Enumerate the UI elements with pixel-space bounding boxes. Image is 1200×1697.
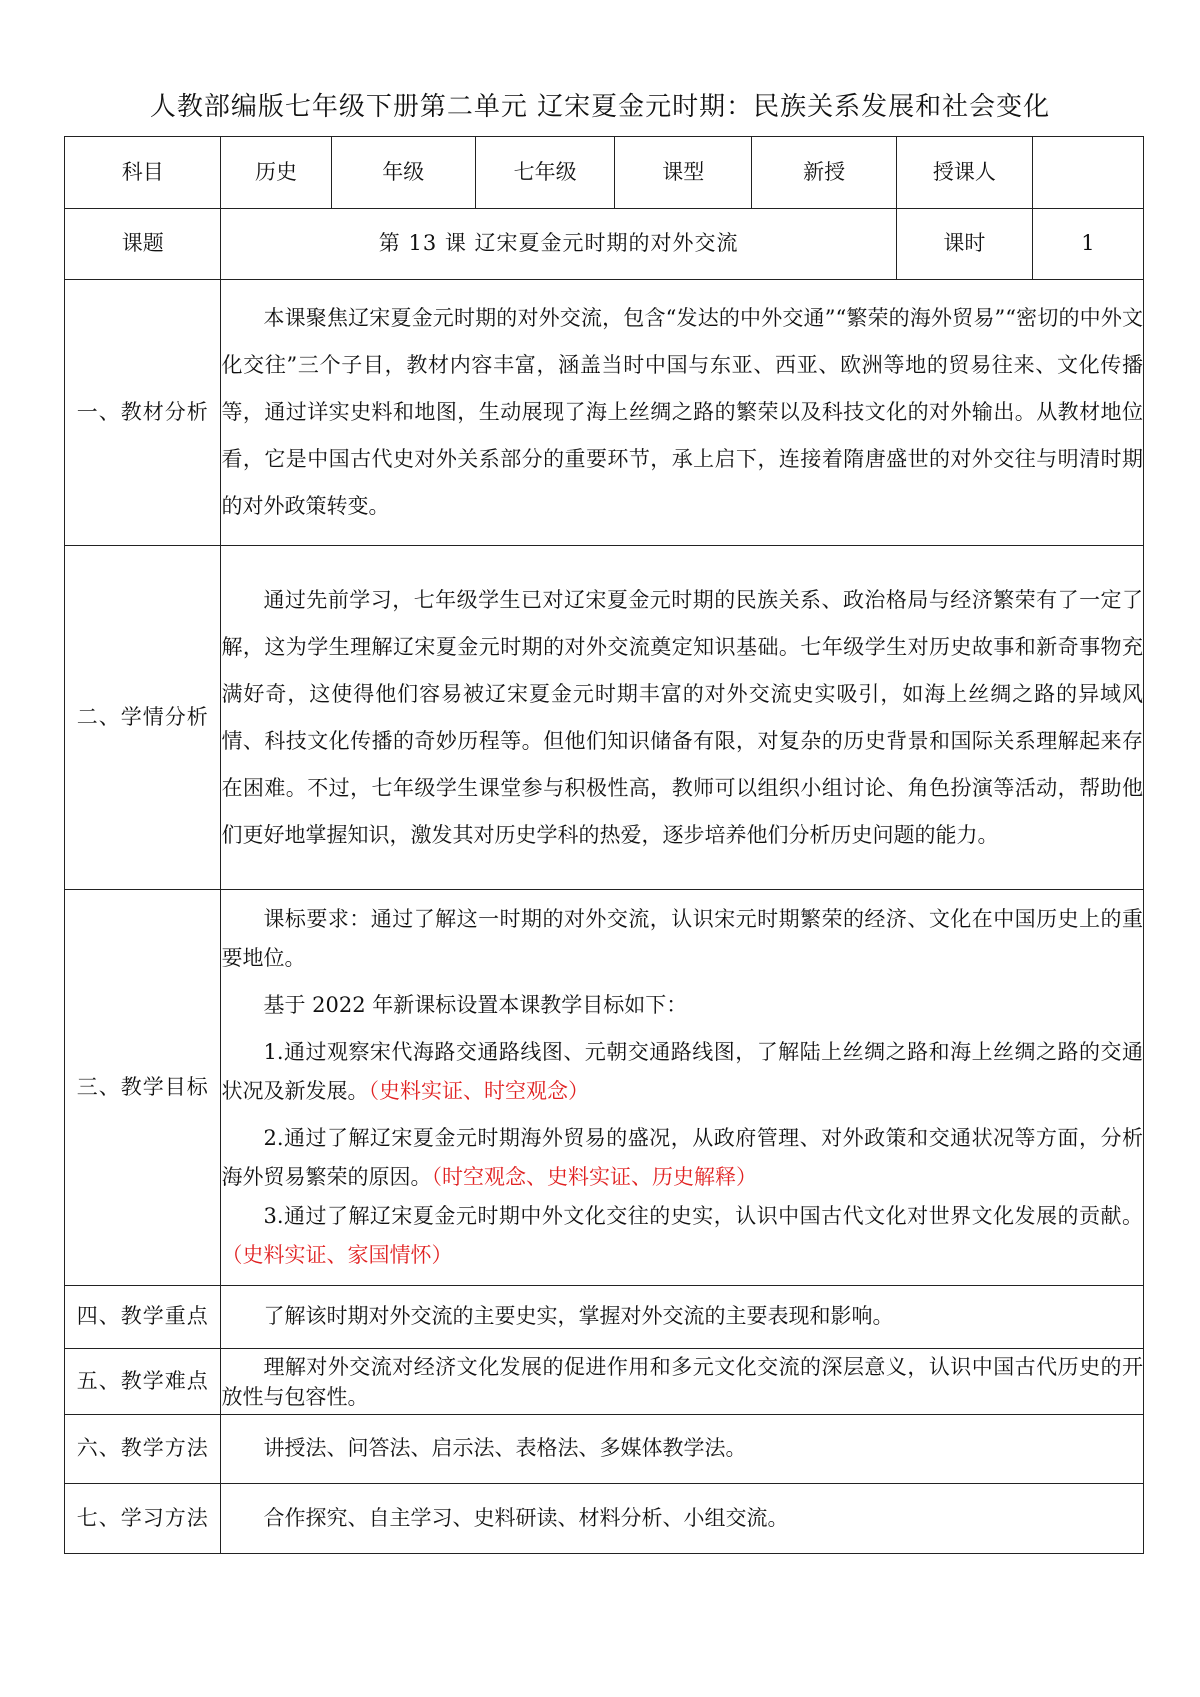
header-row bbox=[65, 137, 1144, 209]
difficulties-content bbox=[221, 1349, 1144, 1415]
difficulties-row bbox=[65, 1349, 1144, 1415]
learning-methods-text: 合作探究、自主学习、史料研读、材料分析、小组交流。 bbox=[263, 1505, 789, 1530]
student-analysis-label: 二、学情分析 bbox=[65, 546, 221, 890]
objective-text: 1.通过观察宋代海路交通路线图、元朝交通路线图，了解陆上丝绸之路和海上丝绸之路的交通状况及新发展。 bbox=[221, 1040, 1143, 1103]
textbook-analysis-label: 一、教材分析 bbox=[65, 280, 221, 546]
objective-text: 2.通过了解辽宋夏金元时期海外贸易的盛况，从政府管理、对外政策和交通状况等方面，分析海外贸易繁荣的原因。 bbox=[221, 1126, 1143, 1189]
document-title: 人教部编版七年级下册第二单元 辽宋夏金元时期：民族关系发展和社会变化 bbox=[149, 92, 1051, 122]
lesson-plan-table bbox=[64, 136, 1144, 1554]
topic-label: 课题 bbox=[65, 209, 221, 280]
objective-text: 3.通过了解辽宋夏金元时期中外文化交往的史实，认识中国古代文化对世界文化发展的贡献。 bbox=[263, 1204, 1143, 1228]
class-hours-label: 课时 bbox=[896, 209, 1032, 280]
difficulties-text: 理解对外交流对经济文化发展的促进作用和多元文化交流的深层意义，认识中国古代历史的开放性与包容性。 bbox=[221, 1354, 1143, 1409]
grade-value: 七年级 bbox=[476, 137, 615, 209]
student-analysis-row bbox=[65, 546, 1144, 890]
key-points-text: 了解该时期对外交流的主要史实，掌握对外交流的主要表现和影响。 bbox=[263, 1304, 894, 1329]
key-points-row bbox=[65, 1286, 1144, 1349]
teaching-objectives-content bbox=[221, 890, 1144, 1286]
lesson-title: 第 13 课 辽宋夏金元时期的对外交流 bbox=[221, 209, 896, 280]
teacher-label: 授课人 bbox=[896, 137, 1032, 209]
teaching-methods-content bbox=[221, 1415, 1144, 1484]
topic-row bbox=[65, 209, 1144, 280]
learning-methods-content bbox=[221, 1484, 1144, 1554]
textbook-analysis-row bbox=[65, 280, 1144, 546]
teaching-methods-text: 讲授法、问答法、启示法、表格法、多媒体教学法。 bbox=[263, 1436, 747, 1461]
subject-label: 科目 bbox=[65, 137, 221, 209]
student-analysis-content bbox=[221, 546, 1144, 890]
key-points-label: 四、教学重点 bbox=[65, 1286, 221, 1349]
textbook-analysis-text: 本课聚焦辽宋夏金元时期的对外交流，包含“发达的中外交通”“繁荣的海外贸易”“密切的中外文化交往”三个子目，教材内容丰富，涵盖当时中国与东亚、西亚、欧洲等地的贸易往来、文化传播等，通过详实史料和地图，生动展现了海上丝绸之路的繁荣以及科技文化的对外输出。从教材地位看，它是中国古代史对外关系部分的重要环节，承上启下，连接着隋唐盛世的对外交往与明清时期的对外政策转变。 bbox=[221, 306, 1143, 518]
student-analysis-text: 通过先前学习，七年级学生已对辽宋夏金元时期的民族关系、政治格局与经济繁荣有了一定了解，这为学生理解辽宋夏金元时期的对外交流奠定知识基础。七年级学生对历史故事和新奇事物充满好奇，这使得他们容易被辽宋夏金元时期丰富的对外交流史实吸引，如海上丝绸之路的异域风情、科技文化传播的奇妙历程等。但他们知识储备有限，对复杂的历史背景和国际关系理解起来存在困难。不过，七年级学生课堂参与积极性高，教师可以组织小组讨论、角色扮演等活动，帮助他们更好地掌握知识，激发其对历史学科的热爱，逐步培养他们分析历史问题的能力。 bbox=[221, 587, 1143, 847]
class-hours-value: 1 bbox=[1032, 209, 1143, 280]
teaching-objectives-label: 三、教学目标 bbox=[65, 890, 221, 1286]
objectives-intro-text: 基于 2022 年新课标设置本课教学目标如下： bbox=[263, 993, 688, 1017]
objective-item bbox=[221, 1033, 1143, 1111]
curriculum-standard-text: 课标要求：通过了解这一时期的对外交流，认识宋元时期繁荣的经济、文化在中国历史上的重要地位。 bbox=[221, 907, 1143, 970]
objective-item bbox=[221, 1197, 1143, 1275]
teacher-value bbox=[1032, 137, 1143, 209]
core-literacy-tag: （时空观念、史料实证、历史解释） bbox=[431, 1165, 757, 1189]
learning-methods-label: 七、学习方法 bbox=[65, 1484, 221, 1554]
lesson-type-label: 课型 bbox=[615, 137, 752, 209]
core-literacy-tag: （史料实证、时空观念） bbox=[368, 1079, 589, 1103]
learning-methods-row bbox=[65, 1484, 1144, 1554]
grade-label: 年级 bbox=[331, 137, 476, 209]
teaching-methods-label: 六、教学方法 bbox=[65, 1415, 221, 1484]
lesson-type-value: 新授 bbox=[752, 137, 897, 209]
objective-item bbox=[221, 1119, 1143, 1197]
core-literacy-tag: （史料实证、家国情怀） bbox=[221, 1243, 453, 1267]
teaching-methods-row bbox=[65, 1415, 1144, 1484]
difficulties-label: 五、教学难点 bbox=[65, 1349, 221, 1415]
teaching-objectives-row bbox=[65, 890, 1144, 1286]
key-points-content bbox=[221, 1286, 1144, 1349]
subject-value: 历史 bbox=[221, 137, 331, 209]
textbook-analysis-content bbox=[221, 280, 1144, 546]
